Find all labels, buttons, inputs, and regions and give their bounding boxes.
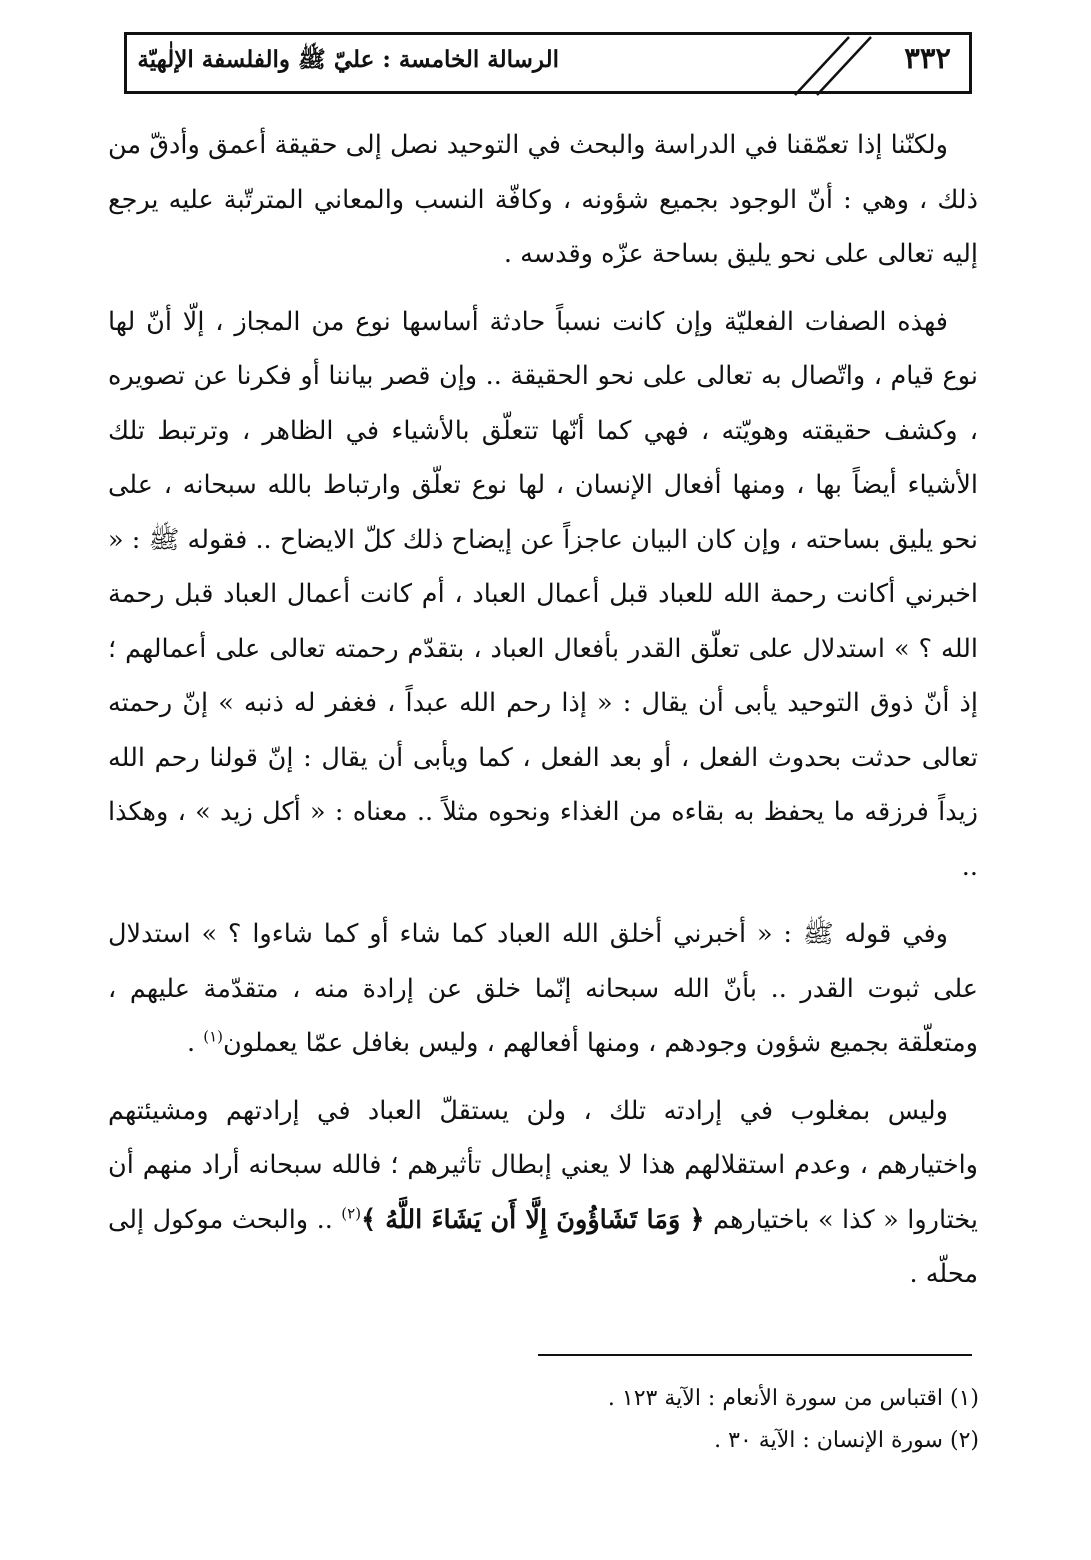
main-text — [108, 118, 978, 1315]
footnote-1 — [529, 1378, 979, 1420]
paragraph-3 — [108, 907, 978, 1071]
page-number: ٣٣٢ — [904, 41, 951, 75]
footnote-2 — [529, 1420, 979, 1462]
footnote-ref-2: (٢) — [341, 1204, 362, 1222]
footnote-2-text: سورة الإنسان : الآية ٣٠ . — [714, 1428, 943, 1453]
paragraph-1: ولكنّنا إذا تعمّقنا في الدراسة والبحث في التوحيد نصل إلى حقيقة أعمق وأدقّ من ذلك ، وهي : أنّ الوجود بجميع شؤونه ، وكافّة النسب والمعاني المترتّبة عليه يرجع إليه تعالى على نحو يليق بساحة عزّه وقدسه . — [108, 130, 978, 269]
footnotes — [529, 1378, 979, 1462]
paragraph-3-text: وفي قوله ﷺ : « أخبرني أخلق الله العباد كما شاء أو كما شاءوا ؟ » استدلال على ثبوت القدر .. بأنّ الله سبحانه إنّما خلق عن إرادة منه ، متقدّمة عليهم ، ومتعلّقة بجميع شؤون وجودهم ، ومنها أفعالهم ، وليس بغافل عمّا يعملون — [108, 919, 978, 1058]
footnote-1-text: اقتباس من سورة الأنعام : الآية ١٢٣ . — [607, 1386, 943, 1411]
paragraph-3-end: . — [187, 1028, 196, 1058]
paragraph-4-tail: .. والبحث موكول إلى محلّه . — [108, 1204, 978, 1289]
footnote-1-number: (١) — [949, 1386, 979, 1411]
quran-verse: ﴿ وَمَا تَشَاؤُونَ إِلَّا أَن يَشَاءَ اللَّهُ ﴾ — [361, 1204, 705, 1235]
running-header — [124, 32, 972, 94]
paragraph-4 — [108, 1084, 978, 1302]
footnote-2-number: (٢) — [949, 1428, 979, 1453]
footnote-separator — [538, 1354, 972, 1356]
footnote-ref-1: (١) — [203, 1027, 224, 1046]
header-title: الرسالة الخامسة : عليّ ﷺ والفلسفة الإلٰهيّة — [137, 46, 559, 73]
paragraph-4-text: وليس بمغلوب في إرادته تلك ، ولن يستقلّ العباد في إرادتهم ومشيئتهم واختيارهم ، وعدم استقلالهم هذا لا يعني إبطال تأثيرهم ؛ فالله سبحانه أراد منهم أن يختاروا « كذا » باختيارهم — [108, 1095, 978, 1235]
paragraph-2: فهذه الصفات الفعليّة وإن كانت نسباً حادثة أساسها نوع من المجاز ، إلّا أنّ لها نوع قيام ، واتّصال به تعالى على نحو الحقيقة .. وإن قصر بياننا أو فكرنا عن تصويره ، وكشف حقيقته وهويّته ، فهي كما أنّها تتعلّق بالأشياء في الظاهر ، وترتبط تلك الأشياء أيضاً بها ، ومنها أفعال الإنسان ، لها نوع تعلّق وارتباط بالله سبحانه ، على نحو يليق بساحته ، وإن كان البيان عاجزاً عن إيضاح ذلك كلّ الايضاح .. فقوله ﷺ : « اخبرني أكانت رحمة الله للعباد قبل أعمال العباد ، أم كانت أعمال العباد قبل رحمة الله ؟ » استدلال على تعلّق القدر بأفعال العباد ، بتقدّم رحمته تعالى على أعمالهم ؛ إذ أنّ ذوق التوحيد يأبى أن يقال : « إذا رحم الله عبداً ، فغفر له ذنبه » إنّ رحمته تعالى حدثت بحدوث الفعل ، أو بعد الفعل ، كما ويأبى أن يقال : إنّ قولنا رحم الله زيداً فرزقه ما يحفظ به بقاءه من الغذاء ونحوه مثلاً .. معناه : « أكل زيد » ، وهكذا .. — [108, 306, 978, 882]
